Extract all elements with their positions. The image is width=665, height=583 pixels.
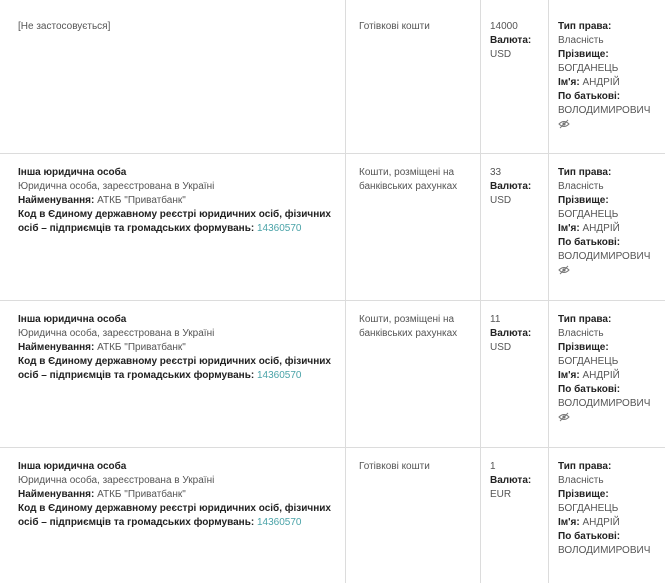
name-value: АНДРІЙ (582, 370, 620, 381)
row-divider (0, 447, 665, 448)
patronymic-value: ВОЛОДИМИРОВИЧ (558, 105, 651, 116)
code-label-line2: осіб – підприємців та громадських формувань: (18, 517, 255, 528)
row-divider (0, 153, 665, 154)
asset-type-cell (359, 20, 477, 34)
surname-label: Прізвище: (558, 342, 609, 353)
entity-name-value: АТКБ "Приватбанк" (97, 489, 186, 500)
asset-type: банківських рахунках (359, 328, 458, 339)
right-type-value: Власність (558, 328, 604, 339)
amount-cell (490, 20, 545, 62)
right-type-label: Тип права: (558, 21, 612, 32)
patronymic-value: ВОЛОДИМИРОВИЧ (558, 545, 651, 556)
name-value: АНДРІЙ (582, 77, 620, 88)
right-type-label: Тип права: (558, 314, 612, 325)
currency-label: Валюта: (490, 181, 532, 192)
owner-cell (558, 313, 663, 427)
amount-value: 33 (490, 167, 502, 178)
asset-type-cell (359, 460, 477, 474)
hidden-eye-icon[interactable] (558, 412, 570, 422)
currency-value: USD (490, 195, 512, 206)
surname-label: Прізвище: (558, 49, 609, 60)
entity-subtitle: Юридична особа, зареєстрована в Україні (18, 328, 215, 339)
source-cell (18, 20, 343, 34)
entity-subtitle: Юридична особа, зареєстрована в Україні (18, 475, 215, 486)
currency-label: Валюта: (490, 475, 532, 486)
entity-title: Інша юридична особа (18, 167, 127, 178)
source-cell (18, 166, 343, 236)
name-label: Ім'я: (558, 223, 580, 234)
amount-value: 1 (490, 461, 496, 472)
name-value: АНДРІЙ (582, 223, 620, 234)
amount-value: 14000 (490, 21, 518, 32)
entity-name-label: Найменування: (18, 195, 95, 206)
owner-cell (558, 460, 663, 558)
entity-title: Інша юридична особа (18, 314, 127, 325)
owner-cell (558, 166, 663, 280)
currency-value: USD (490, 342, 512, 353)
code-label-line2: осіб – підприємців та громадських формувань: (18, 223, 255, 234)
column-divider (345, 0, 346, 583)
amount-value: 11 (490, 314, 501, 325)
registry-code-link[interactable]: 14360570 (256, 223, 302, 234)
entity-name-value: АТКБ "Приватбанк" (97, 342, 186, 353)
surname-value: БОГДАНЕЦЬ (558, 63, 619, 74)
currency-value: USD (490, 49, 512, 60)
not-applicable-text: [Не застосовується] (18, 21, 111, 32)
entity-name-label: Найменування: (18, 342, 95, 353)
surname-value: БОГДАНЕЦЬ (558, 356, 619, 367)
currency-label: Валюта: (490, 328, 532, 339)
asset-type: Готівкові кошти (359, 21, 430, 32)
currency-label: Валюта: (490, 35, 532, 46)
source-cell (18, 460, 343, 530)
row-divider (0, 300, 665, 301)
asset-type: Кошти, розміщені на (359, 167, 455, 178)
code-label-line2: осіб – підприємців та громадських формувань: (18, 370, 255, 381)
right-type-value: Власність (558, 181, 604, 192)
entity-name-value: АТКБ "Приватбанк" (97, 195, 186, 206)
name-value: АНДРІЙ (582, 517, 620, 528)
right-type-value: Власність (558, 475, 604, 486)
right-type-label: Тип права: (558, 167, 612, 178)
surname-label: Прізвище: (558, 489, 609, 500)
owner-cell (558, 20, 663, 134)
name-label: Ім'я: (558, 517, 580, 528)
registry-code-link[interactable]: 14360570 (256, 517, 302, 528)
amount-cell (490, 313, 545, 355)
asset-type-cell (359, 313, 477, 341)
patronymic-label: По батькові: (558, 384, 621, 395)
patronymic-label: По батькові: (558, 237, 621, 248)
entity-name-label: Найменування: (18, 489, 95, 500)
amount-cell (490, 166, 545, 208)
patronymic-value: ВОЛОДИМИРОВИЧ (558, 398, 651, 409)
asset-type: Кошти, розміщені на (359, 314, 455, 325)
entity-title: Інша юридична особа (18, 461, 127, 472)
patronymic-label: По батькові: (558, 531, 621, 542)
code-label-line1: Код в Єдиному державному реєстрі юридичних осіб, фізичних (18, 503, 331, 514)
surname-label: Прізвище: (558, 195, 609, 206)
surname-value: БОГДАНЕЦЬ (558, 209, 619, 220)
right-type-label: Тип права: (558, 461, 612, 472)
hidden-eye-icon[interactable] (558, 119, 570, 129)
asset-type: банківських рахунках (359, 181, 458, 192)
entity-subtitle: Юридична особа, зареєстрована в Україні (18, 181, 215, 192)
asset-type-cell (359, 166, 477, 194)
hidden-eye-icon[interactable] (558, 265, 570, 275)
code-label-line1: Код в Єдиному державному реєстрі юридичних осіб, фізичних (18, 356, 331, 367)
source-cell (18, 313, 343, 383)
amount-cell (490, 460, 545, 502)
surname-value: БОГДАНЕЦЬ (558, 503, 619, 514)
asset-type: Готівкові кошти (359, 461, 430, 472)
patronymic-label: По батькові: (558, 91, 621, 102)
registry-code-link[interactable]: 14360570 (256, 370, 302, 381)
column-divider (548, 0, 549, 583)
code-label-line1: Код в Єдиному державному реєстрі юридичних осіб, фізичних (18, 209, 331, 220)
name-label: Ім'я: (558, 77, 580, 88)
currency-value: EUR (490, 489, 512, 500)
right-type-value: Власність (558, 35, 604, 46)
patronymic-value: ВОЛОДИМИРОВИЧ (558, 251, 651, 262)
column-divider (480, 0, 481, 583)
name-label: Ім'я: (558, 370, 580, 381)
